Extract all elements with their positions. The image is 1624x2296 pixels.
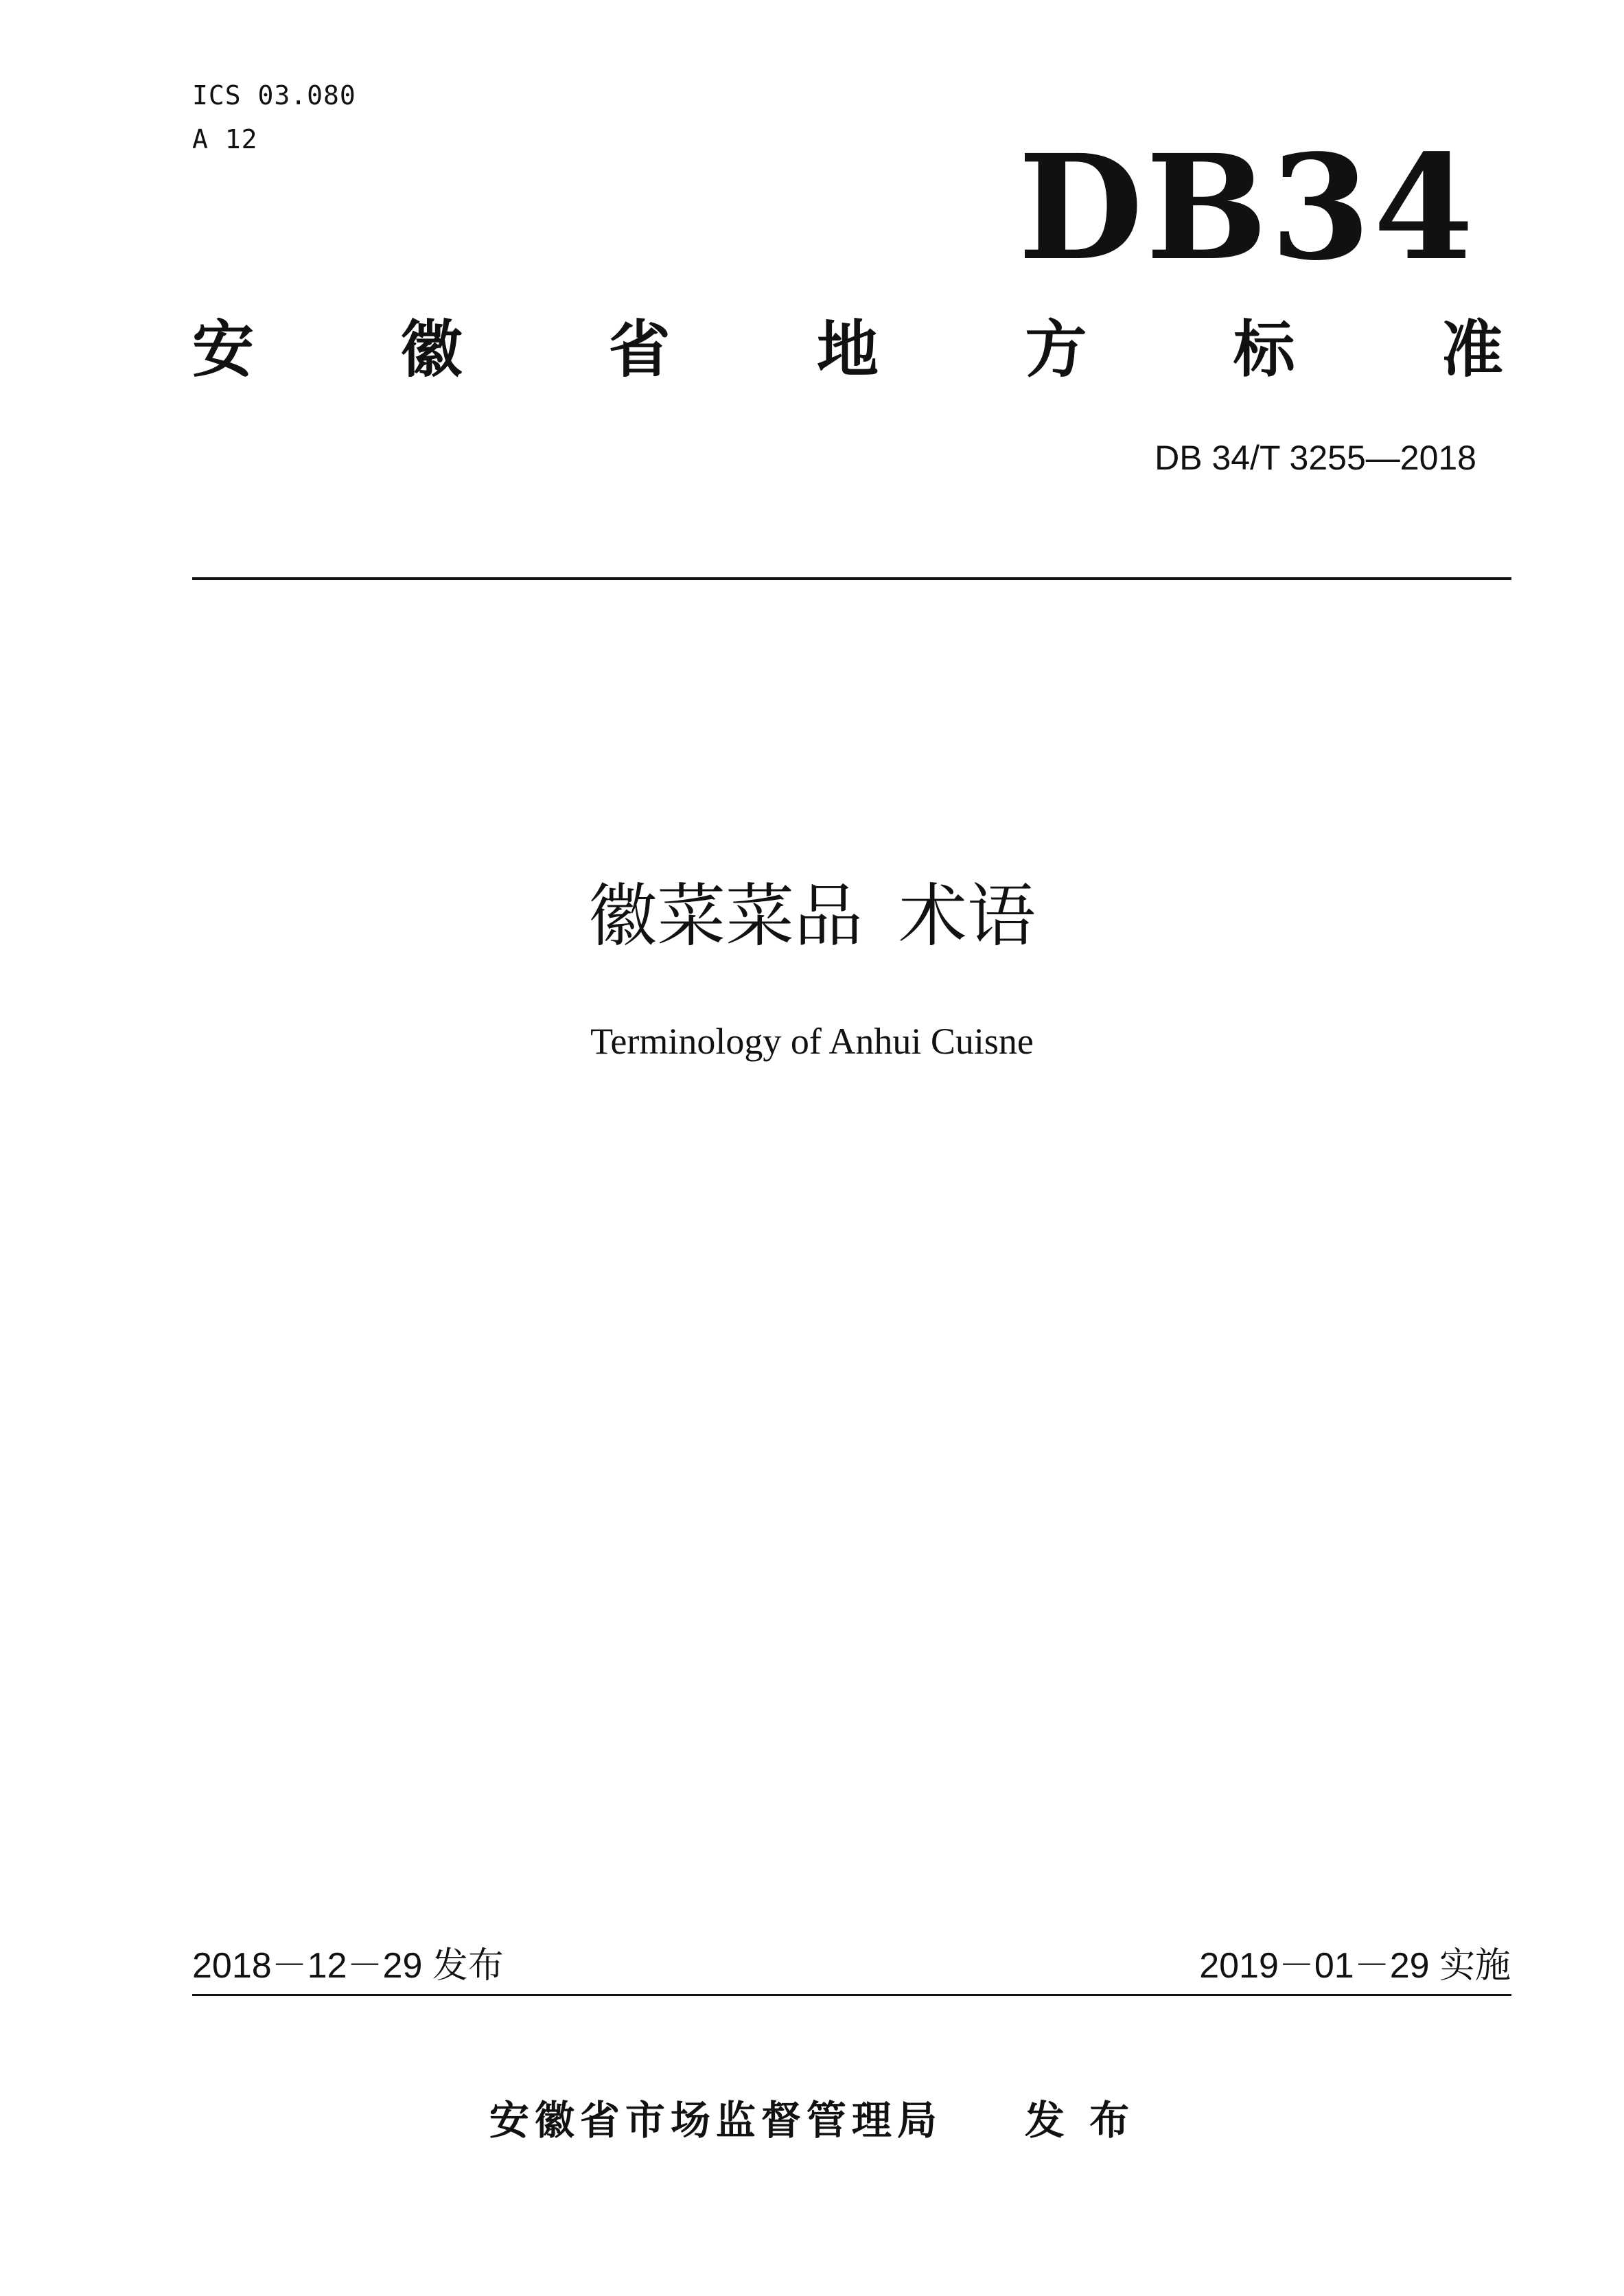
standard-type-char: 标 (1233, 314, 1295, 386)
issuer-action: 发 布 (1024, 2097, 1135, 2144)
standard-type-char: 地 (816, 314, 879, 386)
standard-number: DB 34/T 3255—2018 (1155, 439, 1476, 477)
ccs-code: A 12 (192, 124, 258, 154)
standard-type-char: 安 (192, 314, 254, 386)
top-divider (192, 577, 1511, 580)
standard-type-char: 徽 (400, 314, 463, 386)
ics-code: ICS 03.080 (192, 80, 356, 111)
implementation-date: 2019－01－29 实施 (1199, 1946, 1511, 1986)
document-title-english: Terminology of Anhui Cuisne (590, 1021, 1034, 1062)
bottom-divider (192, 1994, 1511, 1996)
issue-date: 2018－12－29 发布 (192, 1946, 504, 1986)
standard-type-char: 方 (1025, 314, 1087, 386)
issuer-name: 安徽省市场监督管理局 (489, 2097, 942, 2144)
issuing-authority (0, 2097, 1624, 2144)
standard-type-heading (192, 314, 1503, 386)
standard-mark: DB34 (1018, 123, 1476, 292)
document-title-chinese: 徽菜菜品 术语 (588, 876, 1036, 956)
standard-type-char: 准 (1441, 314, 1503, 386)
standard-type-char: 省 (608, 314, 671, 386)
